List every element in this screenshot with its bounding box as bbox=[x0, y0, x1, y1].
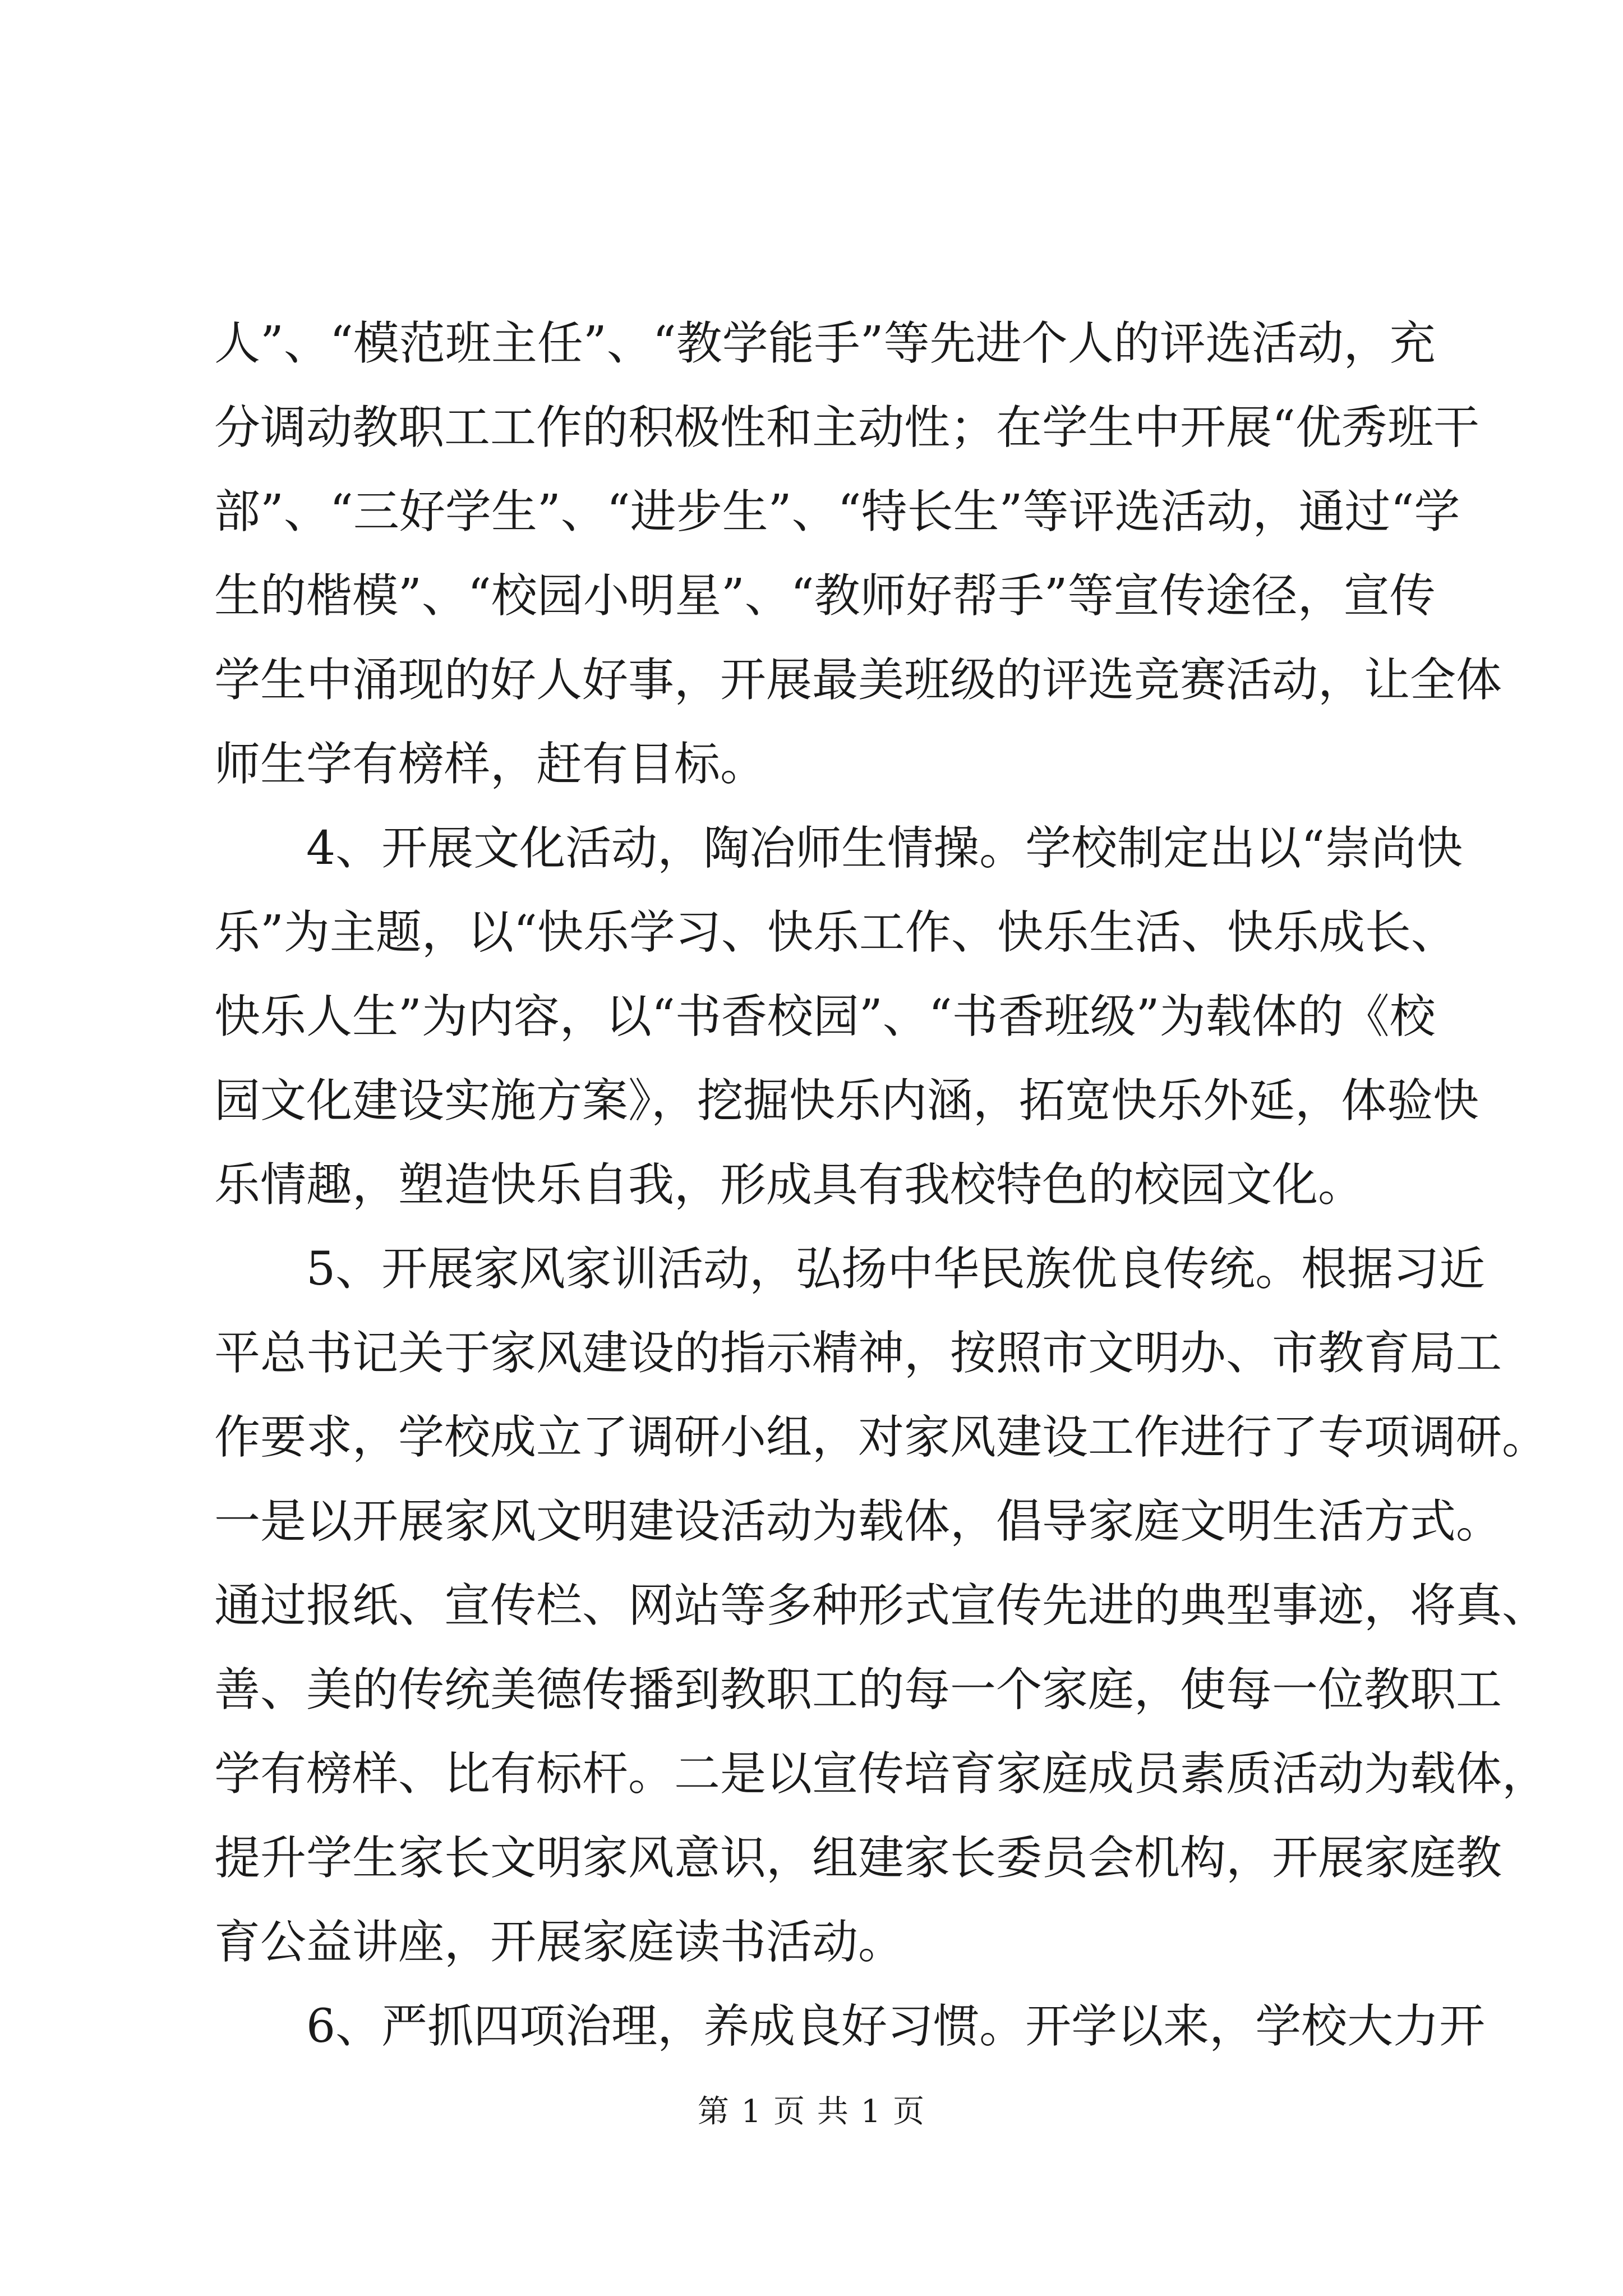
text-line: 通过报纸、宣传栏、网站等多种形式宣传先进的典型事迹，将真、 bbox=[214, 1579, 1548, 1632]
text-line: 人”、“模范班主任”、“教学能手”等先进个人的评选活动，充 bbox=[214, 317, 1436, 370]
text-line: 作要求，学校成立了调研小组，对家风建设工作进行了专项调研。 bbox=[214, 1411, 1548, 1464]
text-line: 分调动教职工工作的积极性和主动性；在学生中开展“优秀班干 bbox=[214, 401, 1479, 454]
text-line: 师生学有榜样，赶有目标。 bbox=[214, 738, 767, 791]
text-line: 部”、“三好学生”、“进步生”、“特长生”等评选活动，通过“学 bbox=[214, 485, 1460, 539]
text-line: 6、严抓四项治理，养成良好习惯。开学以来，学校大力开 bbox=[306, 2000, 1486, 2053]
paragraph-4 bbox=[214, 1985, 1486, 2069]
text-line: 乐”为主题，以“快乐学习、快乐工作、快乐生活、快乐成长、 bbox=[214, 906, 1457, 959]
text-line: 快乐人生”为内容，以“书香校园”、“书香班级”为载体的《校 bbox=[214, 990, 1436, 1043]
text-line: 平总书记关于家风建设的指示精神，按照市文明办、市教育局工 bbox=[214, 1327, 1502, 1380]
text-line: 一是以开展家风文明建设活动为载体，倡导家庭文明生活方式。 bbox=[214, 1495, 1502, 1548]
paragraph-3 bbox=[214, 1227, 1548, 1985]
text-line: 乐情趣，塑造快乐自我，形成具有我校特色的校园文化。 bbox=[214, 1158, 1364, 1212]
text-line: 园文化建设实施方案》，挖掘快乐内涵，拓宽快乐外延，体验快 bbox=[214, 1074, 1479, 1128]
page-footer: 第 1 页 共 1 页 bbox=[697, 2093, 926, 2130]
text-line: 5、开展家风家训活动，弘扬中华民族优良传统。根据习近 bbox=[306, 1243, 1486, 1296]
text-line: 善、美的传统美德传播到教职工的每一个家庭，使每一位教职工 bbox=[214, 1663, 1502, 1717]
text-line: 提升学生家长文明家风意识，组建家长委员会机构，开展家庭教 bbox=[214, 1832, 1502, 1885]
text-line: 生的楷模”、“校园小明星”、“教师好帮手”等宣传途径，宣传 bbox=[214, 569, 1436, 623]
text-line: 学生中涌现的好人好事，开展最美班级的评选竞赛活动，让全体 bbox=[214, 654, 1502, 707]
paragraph-1 bbox=[214, 302, 1502, 807]
paragraph-2 bbox=[214, 807, 1479, 1227]
text-line: 学有榜样、比有标杆。二是以宣传培育家庭成员素质活动为载体， bbox=[214, 1747, 1548, 1801]
text-line: 育公益讲座，开展家庭读书活动。 bbox=[214, 1916, 905, 1969]
document-body bbox=[214, 302, 1548, 2069]
text-line: 4、开展文化活动，陶冶师生情操。学校制定出以“崇尚快 bbox=[306, 822, 1463, 875]
